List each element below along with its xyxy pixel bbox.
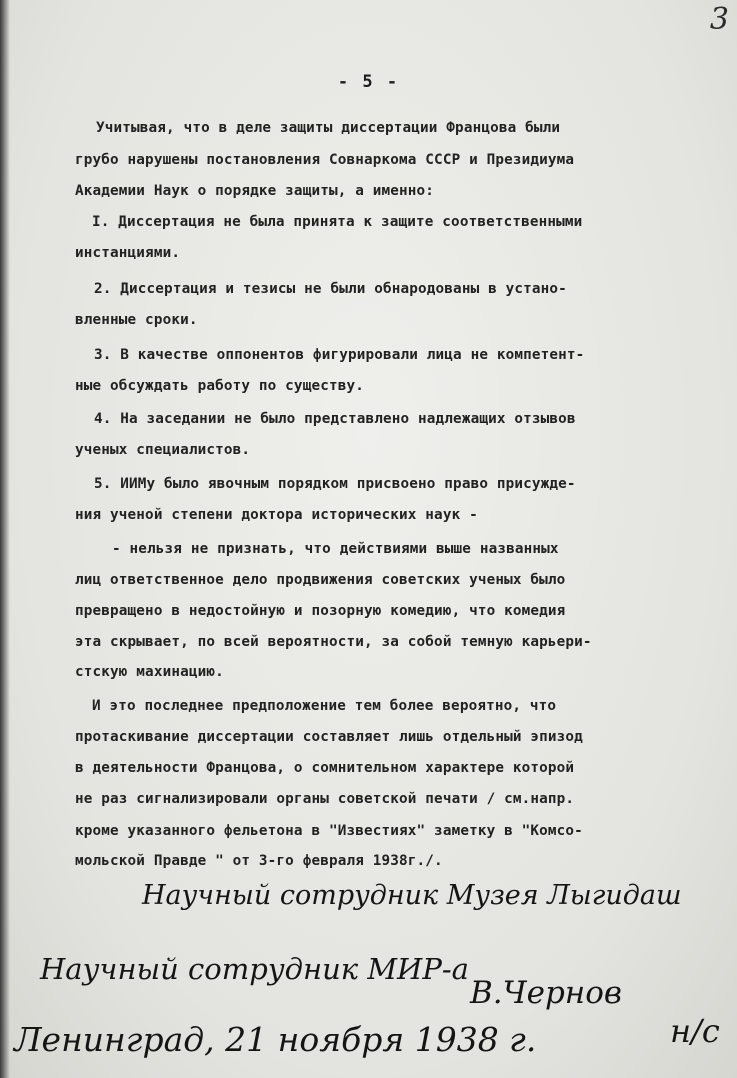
text-line: 4. На заседании не было представлено надлежащих отзывов — [94, 411, 576, 427]
text-line: инстанциями. — [75, 245, 181, 261]
text-line: превращено в недостойную и позорную комедию, что комедия — [75, 603, 566, 619]
handwritten-line-1: Научный сотрудник Музея Лыгидаш — [142, 880, 682, 911]
text-line: И это последнее предположение тем более вероятно, что — [92, 698, 557, 714]
text-line: 2. Диссертация и тезисы не были обнародованы в устано- — [94, 281, 567, 297]
text-line: 3. В качестве оппонентов фигурировали лица не компетент- — [94, 347, 585, 363]
text-line: 5. ИИМу было явочным порядком присвоено право присужде- — [94, 476, 576, 492]
page-number: - 5 - — [337, 72, 400, 92]
text-line: вленные сроки. — [75, 312, 198, 328]
text-line: Академии Наук о порядке защиты, а именно: — [75, 183, 435, 199]
text-line: ния ученой степени доктора исторических наук - — [75, 507, 478, 523]
text-line: Учитывая, что в деле защиты диссертации Францова были — [96, 120, 561, 136]
text-line: стскую махинацию. — [75, 664, 224, 680]
text-line: - нельзя не признать, что действиями выше названных — [112, 541, 559, 557]
text-line: ные обсуждать работу по существу. — [75, 378, 364, 394]
text-line: лиц ответственное дело продвижения советских ученых было — [75, 572, 566, 588]
archive-sheet-number: 3 — [709, 2, 729, 37]
text-line: протаскивание диссертации составляет лишь отдельный эпизод — [75, 729, 583, 745]
text-line: мольской Правде " от 3-го февраля 1938г./. — [75, 853, 443, 869]
text-line: кроме указанного фельетона в "Известиях" заметку в "Комсо- — [75, 823, 583, 839]
text-line: I. Диссертация не была принята к защите соответственными — [92, 214, 583, 230]
text-line: в деятельности Францова, о сомнительном характере которой — [75, 760, 575, 776]
handwritten-signature: В.Чернов — [470, 975, 622, 1011]
handwritten-line-2: Научный сотрудник МИР-а — [40, 952, 469, 986]
text-line: не раз сигнализировали органы советской печати / см.напр. — [75, 791, 575, 807]
handwritten-place-date: Ленинград, 21 ноября 1938 г. — [14, 1020, 537, 1059]
text-line: грубо нарушены постановления Совнаркома СССР и Президиума — [75, 152, 575, 168]
scan-edge-shadow — [0, 0, 10, 1078]
handwritten-initials: н/с — [670, 1012, 720, 1050]
text-line: эта скрывает, по всей вероятности, за собой темную карьери- — [75, 634, 592, 650]
text-line: ученых специалистов. — [75, 442, 251, 458]
